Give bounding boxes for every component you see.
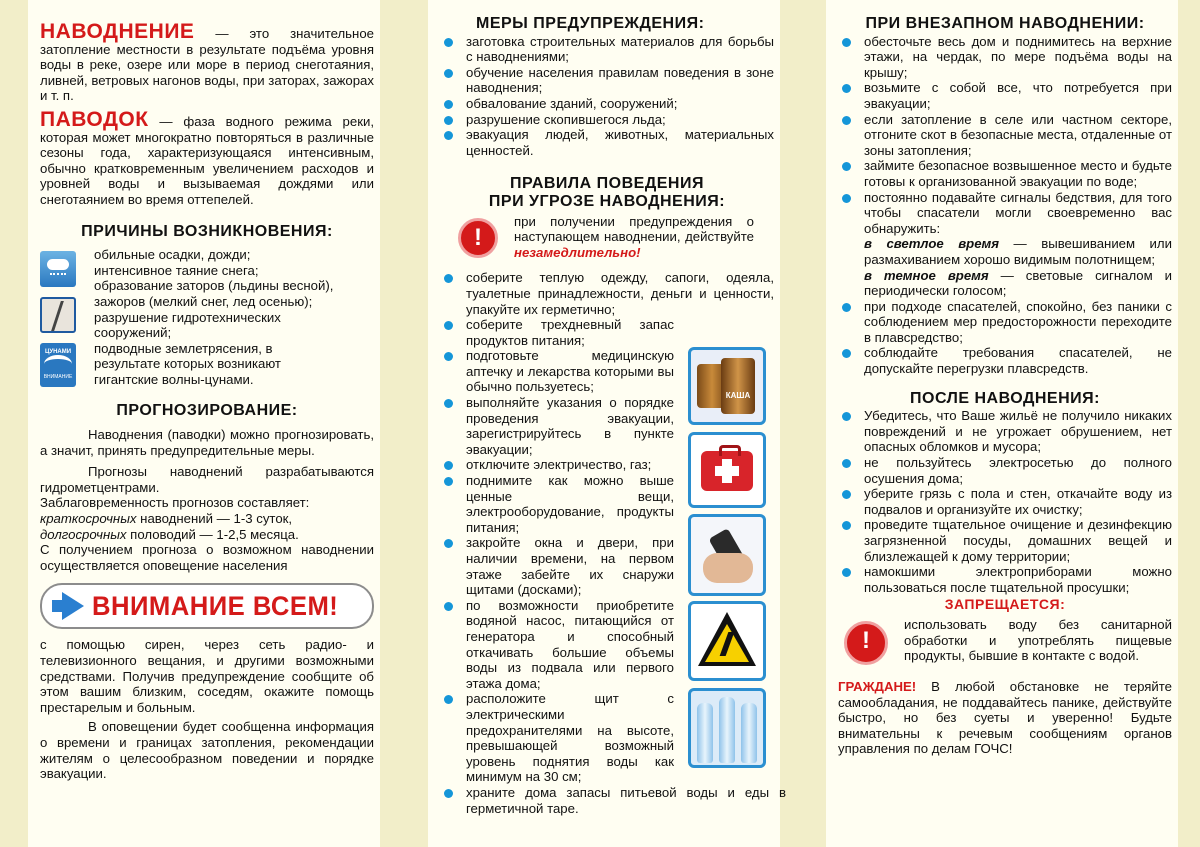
list-item: разрушение гидротехнических сооружений; [94,309,281,341]
list-item: постоянно подавайте сигналы бедствия, для того чтобы спасатели могли своевременно вас обнаружить: [838,190,1172,237]
notify-p2: В оповещении будет сообщенна информация о времени и границах затопления, рекомендации жителям о целесообразном поведении и порядке эвакуации. [40,719,374,782]
bottle-icon [697,703,713,763]
notify-p1: с помощью сирен, через сеть радио- и телевизионного вещания, и другими возможными средствами. Получив предупреждение сообщите об этом вашим близким, соседям, окажите помощь престарелым и больным. [40,637,374,715]
freshet-def-first: — фаза водного режима реки, [148,113,374,129]
forecast-title: ПРОГНОЗИРОВАНИЕ: [116,402,298,420]
list-item: намокшими электроприборами можно пользоваться после тщательной просушки; [838,564,1172,595]
flood-term: НАВОДНЕНИЕ [40,20,195,43]
list-item: соберите трехдневный запас продуктов питания; [440,317,674,348]
list-item: обесточьте весь дом и поднимитесь на верхние этажи, на чердак, по мере подъёма воды на крышу; [838,34,1172,81]
after-title: ПОСЛЕ НАВОДНЕНИЯ: [910,389,1100,407]
tsunami-icon: ЦУНАМИ ВНИМАНИЕ [40,343,76,387]
causes-icons [40,247,88,387]
list-item: образование заторов (льдины весной), [94,278,334,294]
flood-def-rest: затопление местности в результате подъёма уровня воды в реке, озере или море в период снеготаяния, ливней, ветровых нагонов воды, при заторах, зажорах и т. п. [40,41,374,104]
list-item: отключите электричество, газ; [440,457,674,473]
forbidden-block [838,617,1172,665]
rules-intro-text [514,214,754,261]
list-item: разрушение скопившегося льда; [440,112,774,128]
after-list [838,408,1172,595]
flood-definition [40,20,374,104]
sudden-title: ПРИ ВНЕЗАПНОМ НАВОДНЕНИИ: [865,15,1145,32]
rules-intro [440,214,774,261]
causes-title: ПРИЧИНЫ ВОЗНИКНОВЕНИЯ: [81,222,333,240]
flood-def-first: — это значительное [194,26,374,41]
list-item: уберите грязь с пола и стен, откачайте воду из подвалов и организуйте их очистку; [838,486,1172,517]
short-term-label: краткосрочных [40,511,137,527]
column-left [28,0,380,847]
list-item: эвакуация людей, животных, материальных ценностей. [440,127,774,158]
attention-banner [40,583,374,629]
right-margin [1178,0,1200,847]
forecast-p1: Наводнения (паводки) можно прогнозировать, а значит, принять предупредительные меры. [40,427,374,458]
day-text: — вывешиванием или размахиванием хорошо видимым полотнищем; [864,236,1172,267]
night-label: в темное время [864,267,989,283]
list-item: зажоров (мелкий снег, лед осенью); [94,293,313,309]
list-item: соберите теплую одежду, сапоги, одеяла, туалетные принадлежности, деньги и ценности, упакуйте их герметично; [440,270,774,317]
fold-gap-2 [780,0,826,847]
list-item: обильные осадки, дожди; [94,247,251,263]
causes-list [88,247,374,387]
list-item: подводные землетрясения, в результате которых возникают гигантские волны-цунами. [94,340,281,387]
causes-block [40,247,374,387]
sudden-more-list [838,299,1172,377]
list-item: обвалование зданий, сооружений; [440,96,774,112]
earthquake-crack-icon [40,297,76,333]
list-item: займите безопасное возвышенное место и будьте готовы к организованной эвакуации по воде; [838,158,1172,189]
list-item: проведите тщательное очищение и дезинфекцию загрязненной посуды, домашних вещей и близлежащей к дому территории; [838,517,1172,564]
forecast-p4: С получением прогноза о возможном наводнении осуществляется оповещение населения [40,542,374,573]
column-middle [428,0,786,847]
night-text: — световые сигналом и периодически голосом; [864,267,1172,299]
forbidden-text: использовать воду без санитарной обработки и употреблять пищевые продукты, бывшие в контакте с водой. [904,616,1172,664]
bottle-icon [719,697,735,763]
fold-gap-1 [380,0,428,847]
list-item: поднимите как можно выше ценные вещи, электрооборудование, продукты питания; [440,473,674,535]
can-label: КАША [725,391,751,400]
rain-cloud-icon [40,251,76,287]
night-signal [838,268,1172,299]
list-item: интенсивное таяние снега; [94,262,259,278]
forecast-p2: Прогнозы наводнений разрабатываются гидрометцентрами. [40,464,374,495]
canned-food-picture [688,347,766,425]
list-item: подготовьте медицинскую аптечку и лекарства которыми вы обычно пользуетесь; [440,348,674,395]
day-label: в светлое время [864,236,1000,252]
freshet-definition [40,107,374,208]
list-item: расположите щит с электрическими предохранителями на высоте, превышающей возможный уровень поднятия воды как минимум на 30 см; [440,691,674,785]
forbidden-title: ЗАПРЕЩАЕТСЯ: [944,596,1066,613]
list-item: закройте окна и двери, при наличии времени, на первом этаже забейте их снаружи щитами (досками); [440,535,674,597]
bottle-icon [741,703,757,763]
list-item: возьмите с собой все, что потребуется при эвакуации; [838,80,1172,111]
forecast-p3: Заблаговременность прогнозов составляет: [40,495,310,511]
exclamation-icon [844,621,888,665]
rules-title-2: ПРИ УГРОЗЕ НАВОДНЕНИЯ: [488,192,726,210]
column-right [826,0,1178,847]
list-item: выполняйте указания о порядке проведения эвакуации, зарегистрируйтесь в пункте эвакуации; [440,395,674,457]
list-item: соблюдайте требования спасателей, не допускайте перегрузки плавсредств. [838,345,1172,376]
rules-intro-emph: незамедлительно! [514,244,641,260]
rules-title-1: ПРАВИЛА ПОВЕДЕНИЯ [510,175,704,193]
exclamation-icon [458,218,498,258]
list-item: не пользуйтесь электросетью до полного осушения дома; [838,455,1172,486]
attention-banner-text: ВНИМАНИЕ ВСЕМ! [92,590,339,621]
freshet-term: ПАВОДОК [40,107,149,131]
list-item: Убедитесь, что Ваше жильё не получило никаких повреждений и не угрожает обрушением, нет опасных обломков и мусора; [838,408,1172,455]
long-term-label: долгосрочных [40,526,127,542]
first-aid-kit-picture [688,432,766,508]
freshet-def-rest: которая может многократно повторяться в различные сезоны года, характеризующаяся интенсивным, обычно кратковременным увеличением расходов и уровней воды и вызываемая дождями или снеготаянием во время оттепелей. [40,129,374,207]
long-term-text: половодий — 1-2,5 месяца. [126,526,299,542]
high-voltage-picture [688,601,766,681]
list-item: заготовка строительных материалов для борьбы с наводнениями; [440,34,774,65]
citizens-text: В любой обстановке не теряйте самообладания, не поддавайтесь панике, действуйте быстро, но без суеты и уверенно! Будьте внимательны к речевым сообщениям органов управления по делам ГОЧС! [838,678,1172,757]
short-term-text: наводнений — 1-3 суток, [136,511,293,527]
list-item: храните дома запасы питьевой воды и еды в герметичной таре. [440,785,786,816]
forecast-short [40,511,374,527]
citizens-appeal [838,679,1172,757]
prevention-list [440,34,774,159]
megaphone-icon [46,588,92,624]
citizens-label: ГРАЖДАНЕ! [838,678,917,694]
list-item: если затопление в селе или частном секторе, отгоните скот в безопасные места, отдаленные от зоны затопления; [838,112,1172,159]
phone-in-hand-picture [688,514,766,596]
list-item: при подходе спасателей, спокойно, без паники с соблюдением мер предосторожности переходите в плавсредство; [838,299,1172,346]
water-bottles-picture [688,688,766,768]
prevention-title: МЕРЫ ПРЕДУПРЕЖДЕНИЯ: [476,15,705,32]
forecast-long [40,527,374,543]
day-signal [838,236,1172,267]
list-item: обучение населения правилам поведения в зоне наводнения; [440,65,774,96]
rules-intro-plain: при получении предупреждения о наступающем наводнении, действуйте [514,213,754,245]
sudden-list [838,34,1172,237]
left-margin [0,0,28,847]
list-item: по возможности приобретите водяной насос, питающийся от генератора и способный откачивать большие объемы воды из подвала или первого этажа дома; [440,598,674,692]
